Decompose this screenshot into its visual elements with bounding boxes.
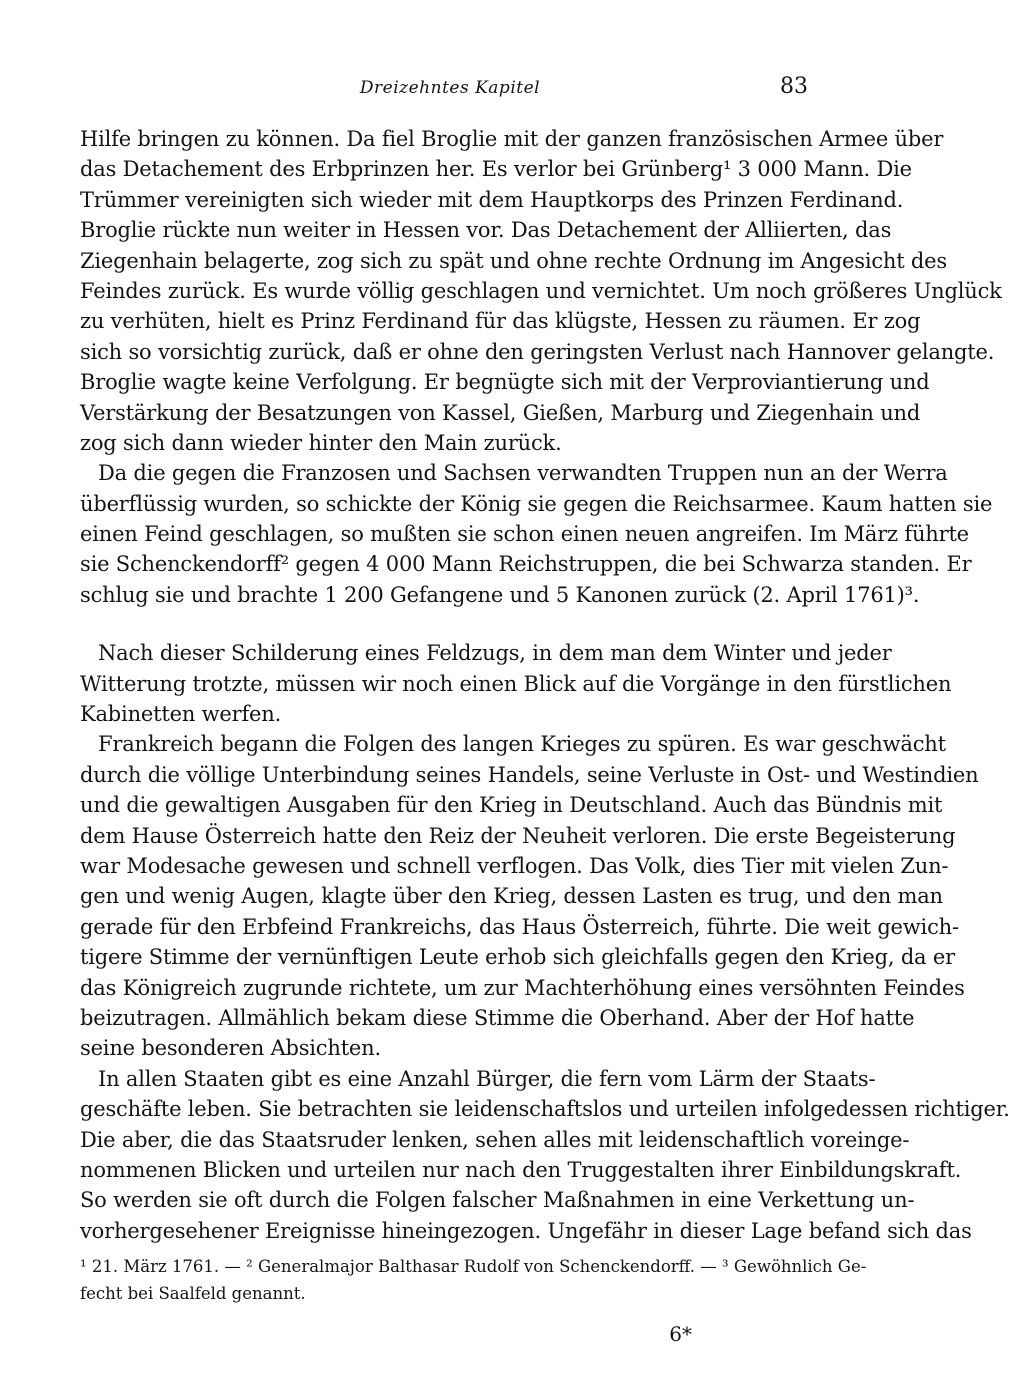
page-number: 83: [780, 74, 808, 99]
text-line: sich so vorsichtig zurück, daß er ohne den geringsten Verlust nach Hannover gelangte.: [80, 339, 995, 364]
text-line: Nach dieser Schilderung eines Feldzugs, in dem man dem Winter und jeder: [98, 641, 892, 666]
paragraph-4: [80, 729, 979, 1063]
text-line: war Modesache gewesen und schnell verflogen. Das Volk, dies Tier mit vielen Zun-: [80, 853, 949, 878]
text-line: Broglie rückte nun weiter in Hessen vor. Das Detachement der Alliierten, das: [80, 218, 892, 243]
text-line: Die aber, die das Staatsruder lenken, sehen alles mit leidenschaftlich voreinge-: [80, 1127, 910, 1152]
text-line: nommenen Blicken und urteilen nur nach den Truggestalten ihrer Einbildungskraft.: [80, 1157, 962, 1182]
text-line: tigere Stimme der vernünftigen Leute erhob sich gleichfalls gegen den Krieg, da er: [80, 945, 955, 970]
paragraph-2: [80, 458, 993, 610]
text-line: gen und wenig Augen, klagte über den Krieg, dessen Lasten es trug, und den man: [80, 884, 943, 909]
text-line: zu verhüten, hielt es Prinz Ferdinand für das klügste, Hessen zu räumen. Er zog: [80, 309, 921, 334]
paragraph-3: [80, 638, 952, 729]
text-line: zog sich dann wieder hinter den Main zurück.: [80, 430, 562, 455]
text-line: schlug sie und brachte 1 200 Gefangene und 5 Kanonen zurück (2. April 1761)³.: [80, 582, 920, 607]
section-break: [80, 610, 811, 638]
text-line: das Königreich zugrunde richtete, um zur Machterhöhung eines versöhnten Feindes: [80, 975, 965, 1000]
text-line: geschäfte leben. Sie betrachten sie leidenschaftslos und urteilen infolgedessen richtiger.: [80, 1097, 1010, 1122]
footnotes: [80, 1253, 867, 1307]
text-line: Trümmer vereinigten sich wieder mit dem Hauptkorps des Prinzen Ferdinand.: [80, 187, 904, 212]
text-line: Verstärkung der Besatzungen von Kassel, Gießen, Marburg und Ziegenhain und: [80, 400, 921, 425]
paragraph-1: [80, 124, 1002, 458]
signature-mark: 6*: [669, 1322, 692, 1346]
text-line: dem Hause Österreich hatte den Reiz der Neuheit verloren. Die erste Begeisterung: [80, 823, 956, 848]
text-line: Feindes zurück. Es wurde völlig geschlagen und vernichtet. Um noch größeres Unglück: [80, 278, 1002, 303]
text-line: Da die gegen die Franzosen und Sachsen verwandten Truppen nun an der Werra: [98, 461, 948, 486]
text-line: In allen Staaten gibt es eine Anzahl Bürger, die fern vom Lärm der Staats-: [98, 1066, 876, 1091]
text-line: Hilfe bringen zu können. Da fiel Broglie mit der ganzen französischen Armee über: [80, 127, 944, 151]
text-line: Broglie wagte keine Verfolgung. Er begnügte sich mit der Verproviantierung und: [80, 370, 930, 395]
text-line: beizutragen. Allmählich bekam diese Stimme die Oberhand. Aber der Hof hatte: [80, 1005, 915, 1030]
footnote-line: ¹ 21. März 1761. — ² Generalmajor Balthasar Rudolf von Schenckendorff. — ³ Gewöhnlich Ge-: [80, 1257, 867, 1276]
text-line: vorhergesehener Ereignisse hineingezogen. Ungefähr in dieser Lage befand sich das: [80, 1218, 972, 1243]
body-text: [80, 124, 1010, 1246]
text-line: Witterung trotzte, müssen wir noch einen Blick auf die Vorgänge in den fürstlichen: [80, 671, 952, 696]
running-head: Dreizehntes Kapitel: [359, 78, 541, 98]
text-line: seine besonderen Absichten.: [80, 1036, 381, 1061]
text-line: sie Schenckendorff² gegen 4 000 Mann Reichstruppen, die bei Schwarza standen. Er: [80, 552, 972, 577]
text-line: und die gewaltigen Ausgaben für den Krieg in Deutschland. Auch das Bündnis mit: [80, 793, 943, 818]
text-line: einen Feind geschlagen, so mußten sie schon einen neuen angreifen. Im März führte: [80, 522, 969, 547]
text-line: Frankreich begann die Folgen des langen Krieges zu spüren. Es war geschwächt: [98, 732, 946, 757]
text-line: überflüssig wurden, so schickte der König sie gegen die Reichsarmee. Kaum hatten sie: [80, 491, 993, 516]
footnote-line: fecht bei Saalfeld genannt.: [80, 1284, 306, 1303]
paragraph-5: [80, 1064, 1010, 1246]
text-line: gerade für den Erbfeind Frankreichs, das Haus Österreich, führte. Die weit gewich-: [80, 914, 959, 939]
text-line: Kabinetten werfen.: [80, 702, 282, 727]
text-line: das Detachement des Erbprinzen her. Es verlor bei Grünberg¹ 3 000 Mann. Die: [80, 157, 912, 182]
text-line: So werden sie oft durch die Folgen falscher Maßnahmen in eine Verkettung un-: [80, 1188, 915, 1213]
text-line: durch die völlige Unterbindung seines Handels, seine Verluste in Ost- und Westindien: [80, 762, 979, 787]
text-line: Ziegenhain belagerte, zog sich zu spät und ohne rechte Ordnung im Angesicht des: [80, 248, 947, 273]
